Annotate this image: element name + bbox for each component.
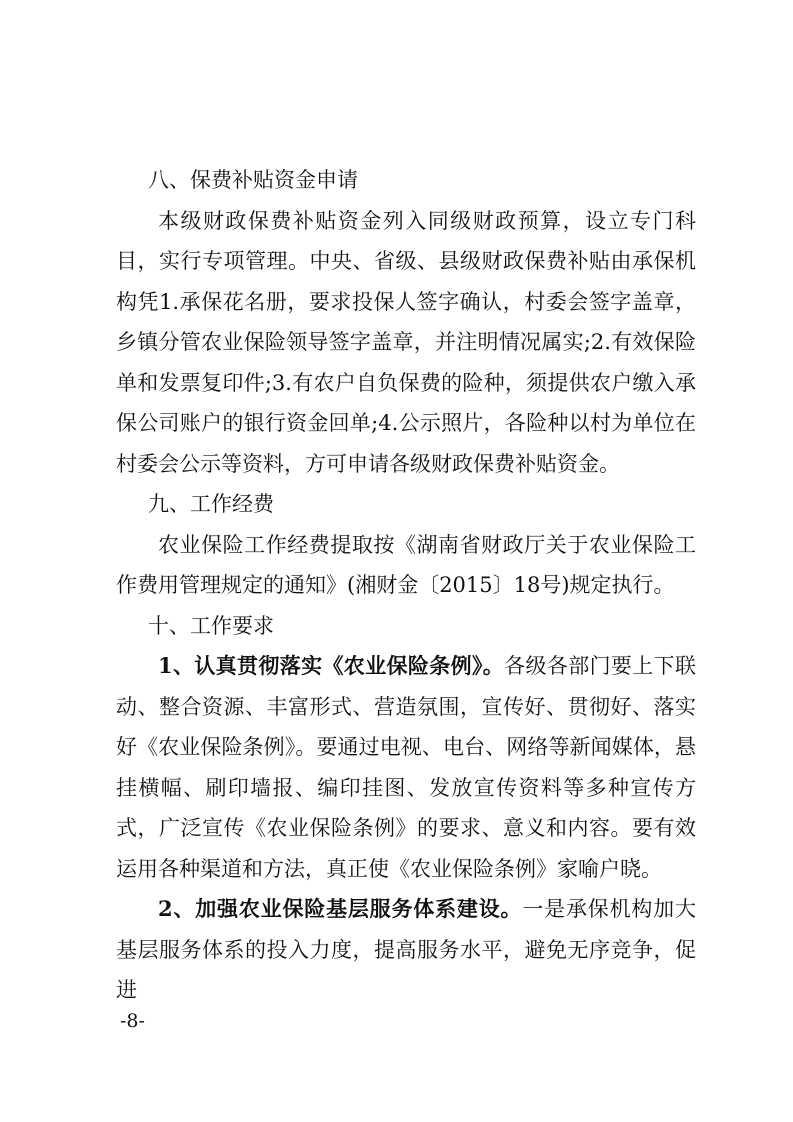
paragraph-premium-subsidy: 本级财政保费补贴资金列入同级财政预算，设立专门科目，实行专项管理。中央、省级、县级财政保费补贴由承保机构凭1.承保花名册，要求投保人签字确认，村委会签字盖章，乡镇分管农业保险领导签字盖章，并注明情况属实;2.有效保险单和发票复印件;3.有农户自负保费的险种，须提供农户缴入承保公司账户的银行资金回单;4.公示照片，各险种以村为单位在村委会公示等资料，方可申请各级财政保费补贴资金。 [116, 208, 696, 476]
requirement-2-title: 2、加强农业保险基层服务体系建设。 [158, 896, 523, 921]
section-heading-premium-subsidy: 八、保费补贴资金申请 [148, 168, 358, 192]
requirement-2-text: 一是承保机构加大基层服务体系的投入力度，提高服务水平，避免无序竞争，促进 [116, 897, 696, 1002]
section-heading-work-funds: 九、工作经费 [148, 492, 274, 516]
paragraph-requirement-2 [116, 889, 696, 1011]
document-body [116, 160, 696, 1011]
page-number: -8- [120, 1010, 145, 1032]
paragraph-work-funds: 农业保险工作经费提取按《湖南省财政厅关于农业保险工作费用管理规定的通知》(湘财金〔2015〕18号)规定执行。 [116, 532, 696, 597]
section-heading-work-requirements: 十、工作要求 [148, 613, 274, 638]
requirement-1-text: 各级各部门要上下联动、整合资源、丰富形式、营造氛围，宣传好、贯彻好、落实好《农业保险条例》。要通过电视、电台、网络等新闻媒体，悬挂横幅、刷印墙报、编印挂图、发放宣传资料等多种宣传方式，广泛宣传《农业保险条例》的要求、意义和内容。要有效运用各种渠道和方法，真正使《农业保险条例》家喻户晓。 [116, 654, 696, 881]
requirement-1-title: 1、认真贯彻落实《农业保险条例》。 [158, 653, 505, 678]
paragraph-requirement-1 [116, 646, 696, 889]
